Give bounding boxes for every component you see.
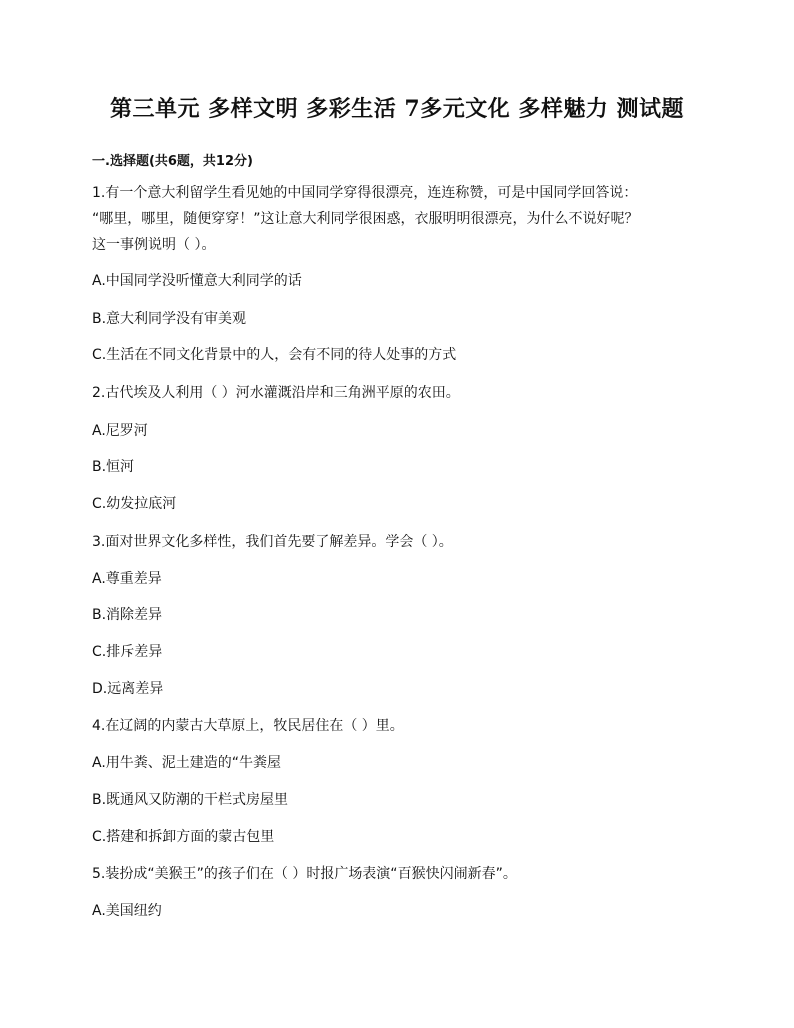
question-1-option-c: C.生活在不同文化背景中的人，会有不同的待人处事的方式: [92, 347, 457, 363]
section-heading: 一.选择题(共6题，共12分): [92, 154, 253, 169]
question-stem-line: “哪里，哪里，随便穿穿！”这让意大利同学很困惑，衣服明明很漂亮，为什么不说好呢？: [92, 211, 639, 227]
question-3-option-c: C.排斥差异: [92, 644, 163, 660]
question-5-stem: 5.装扮成“美猴王”的孩子们在（ ）时报广场表演“百猴快闪闹新春”。: [92, 866, 517, 882]
question-2-option-c: C.幼发拉底河: [92, 496, 177, 512]
question-3-option-b: B.消除差异: [92, 607, 163, 623]
question-1-option-a: A.中国同学没听懂意大利同学的话: [92, 273, 302, 289]
question-1-option-b: B.意大利同学没有审美观: [92, 311, 247, 327]
question-5-option-a: A.美国纽约: [92, 903, 162, 919]
question-3-option-a: A.尊重差异: [92, 571, 162, 587]
question-4-option-a: A.用牛粪、泥土建造的“牛粪屋: [92, 755, 282, 771]
question-4-option-c: C.搭建和拆卸方面的蒙古包里: [92, 829, 275, 845]
question-3-option-d: D.远离差异: [92, 681, 164, 697]
question-stem-line: 1.有一个意大利留学生看见她的中国同学穿得很漂亮，连连称赞，可是中国同学回答说：: [92, 185, 638, 201]
question-1-stem: [92, 180, 712, 258]
question-2-option-a: A.尼罗河: [92, 423, 148, 439]
page-title: 第三单元 多样文明 多彩生活 7多元文化 多样魅力 测试题: [109, 96, 685, 122]
question-4-stem: 4.在辽阔的内蒙古大草原上，牧民居住在（ ）里。: [92, 718, 404, 734]
question-3-stem: 3.面对世界文化多样性，我们首先要了解差异。学会（ ）。: [92, 534, 453, 550]
question-2-stem: 2.古代埃及人利用（ ）河水灌溉沿岸和三角洲平原的农田。: [92, 385, 460, 401]
question-4-option-b: B.既通风又防潮的干栏式房屋里: [92, 792, 289, 808]
question-stem-line: 这一事例说明（ ）。: [92, 237, 216, 253]
question-2-option-b: B.恒河: [92, 459, 135, 475]
